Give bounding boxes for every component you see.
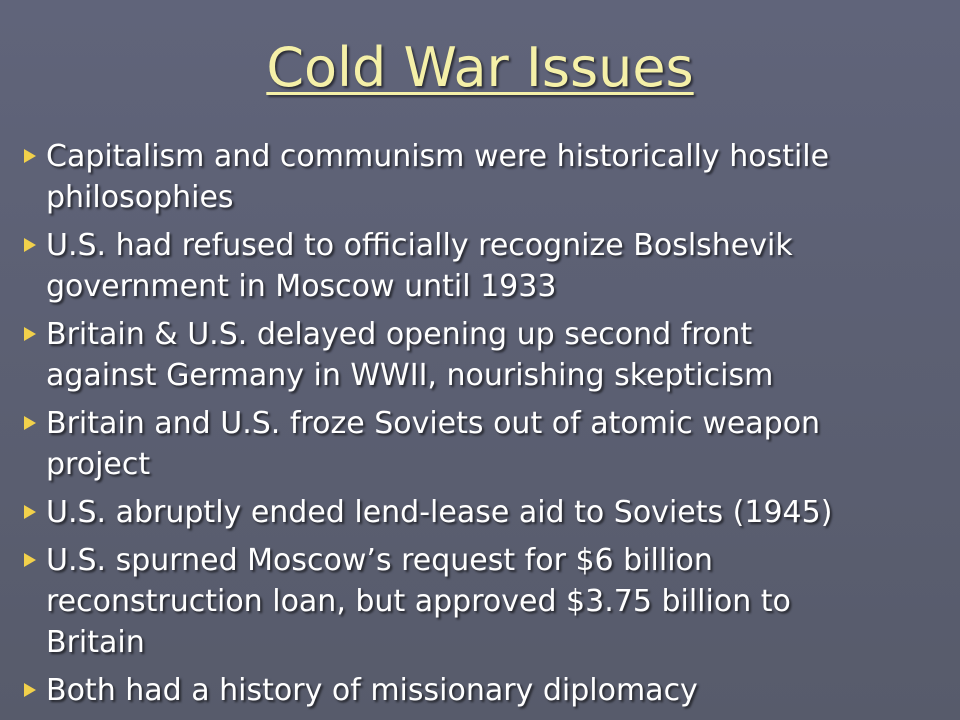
slide-title: Cold War Issues [266,36,694,99]
bullet-item [14,314,914,396]
bullet-text: Capitalism and communism were historically hostile philosophies [46,139,830,215]
bullet-list [14,136,914,718]
triangle-right-icon [14,670,46,710]
bullet-item [14,403,914,485]
bullet-item [14,225,914,307]
bullet-item [14,670,914,711]
bullet-item [14,492,914,533]
triangle-right-icon [14,540,46,580]
triangle-right-icon [14,225,46,265]
triangle-right-icon [14,403,46,443]
bullet-text: Britain & U.S. delayed opening up second front against Germany in WWII, nourishing skepticism [46,317,774,393]
triangle-right-icon [14,314,46,354]
bullet-text: U.S. spurned Moscow’s request for $6 billion reconstruction loan, but approved $3.75 billion to Britain [46,543,791,660]
bullet-text: Both had a history of missionary diplomacy [46,673,698,708]
bullet-item [14,136,914,218]
triangle-right-icon [14,136,46,176]
bullet-text: U.S. abruptly ended lend-lease aid to Soviets (1945) [46,495,833,530]
bullet-item [14,540,914,663]
bullet-text: U.S. had refused to officially recognize Boslshevik government in Moscow until 1933 [46,228,793,304]
triangle-right-icon [14,492,46,532]
bullet-text: Britain and U.S. froze Soviets out of atomic weapon project [46,406,821,482]
